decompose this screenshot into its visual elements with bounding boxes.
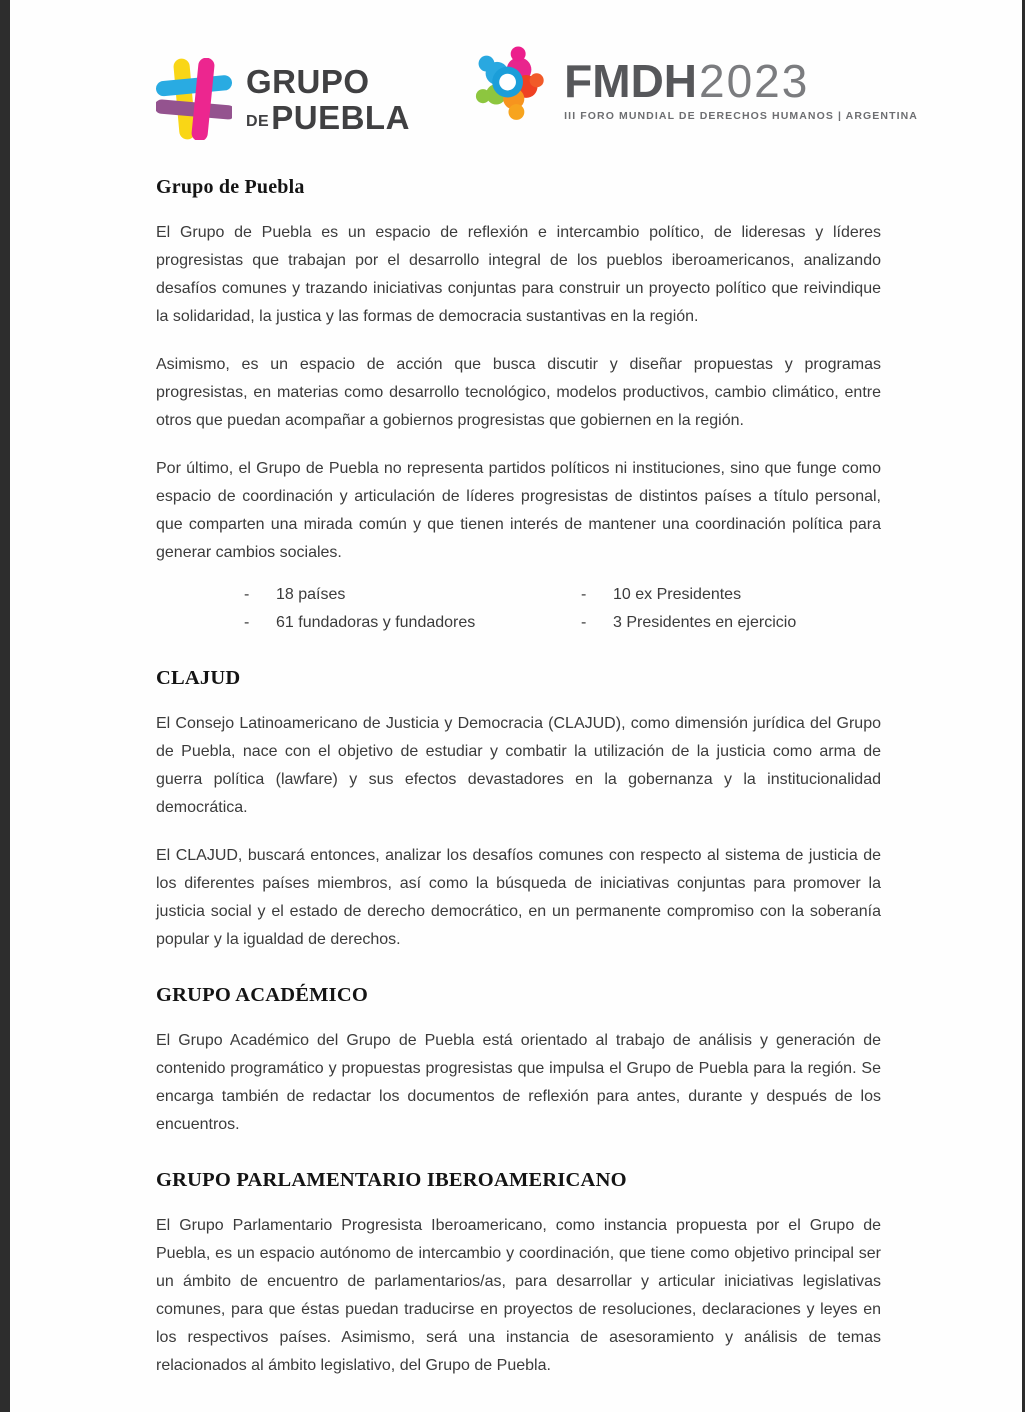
stat-text: 10 ex Presidentes <box>613 586 742 603</box>
dash-bullet: - <box>244 614 250 631</box>
page-header <box>10 0 1022 140</box>
paragraph: El Consejo Latinoamericano de Justicia y Democracia (CLAJUD), como dimensión jurídica del Grupo de Puebla, nace con el objetivo de estudiar y combatir la utilización de la justicia como arma de guerra política (lawfare) y sus efectos devastadores en la gobernanza y la institucionalidad democrática. <box>156 715 881 816</box>
paragraph: El Grupo Parlamentario Progresista Iberoamericano, como instancia propuesta por el Grupo de Puebla, es un espacio autónomo de intercambio y coordinación, que tiene como objetivo principal ser un ámbito de encuentro de parlamentarios/as, para desarrollar y articular iniciativas legislativas comunes, para que éstas puedan traducirse en proyectos de resoluciones, declaraciones y leyes en los respectivos países. Asimismo, será una instancia de asesoramiento y análisis de temas relacionados al ámbito legislativo, del Grupo de Puebla. <box>156 1217 881 1374</box>
section-heading-clajud: CLAJUD <box>156 667 241 689</box>
section-heading-grupo-de-puebla: Grupo de Puebla <box>156 176 305 198</box>
paragraph: Por último, el Grupo de Puebla no representa partidos políticos ni instituciones, sino que funge como espacio de coordinación y articulación de líderes progresistas de distintos países a título personal, que comparten una mirada común y que tienen interés de mantener una coordinación política para generar cambios sociales. <box>156 460 881 561</box>
stats-list <box>244 581 881 637</box>
fmdh-subtitle: III FORO MUNDIAL DE DERECHOS HUMANOS | ARGENTINA <box>564 110 918 123</box>
stat-text: 3 Presidentes en ejercicio <box>613 614 797 631</box>
paragraph: El Grupo de Puebla es un espacio de reflexión e intercambio político, de lideresas y líderes progresistas que trabajan por el desarrollo integral de los pueblos iberoamericanos, analizando desafíos comunes y trazando iniciativas conjuntas para construir un proyecto político que reivindique la solidaridad, la justica y las formas de democracia sustantivas en la región. <box>156 224 881 325</box>
fmdh-acronym: FMDH <box>564 55 698 108</box>
list-item <box>244 609 581 637</box>
paragraph: El Grupo Académico del Grupo de Puebla está orientado al trabajo de análisis y generación de contenido programático y propuestas progresistas que impulsa el Grupo de Puebla para la región. Se encarga también de redactar los documentos de reflexión para antes, durante y después de los encuentros. <box>156 1032 881 1133</box>
paragraph: Asimismo, es un espacio de acción que busca discutir y diseñar propuestas y programas progresistas, en materias como desarrollo tecnológico, modelos productivos, cambio climático, entre otros que puedan acompañar a gobiernos progresistas que gobiernen en la región. <box>156 356 881 429</box>
list-item <box>581 609 881 637</box>
dash-bullet: - <box>581 586 587 603</box>
fmdh-year: 2023 <box>699 55 810 108</box>
grupo-de-puebla-logo <box>156 58 410 140</box>
fmdh-2023-logo <box>468 46 918 134</box>
people-circle-icon <box>468 46 556 134</box>
logo-word-puebla: DEPUEBLA <box>246 98 410 136</box>
stat-text: 61 fundadoras y fundadores <box>276 614 476 631</box>
fmdh-wordmark <box>564 55 918 108</box>
stats-column-right <box>581 581 881 637</box>
stats-column-left <box>244 581 581 637</box>
dash-bullet: - <box>581 614 587 631</box>
logo-word-de: DE <box>246 112 270 130</box>
fmdh-logo-text <box>564 55 918 123</box>
document-page <box>10 0 1022 1412</box>
section-heading-grupo-academico: GRUPO ACADÉMICO <box>156 984 368 1006</box>
document-content <box>10 140 1022 1380</box>
asterisk-multicolor-icon <box>156 58 232 140</box>
page-left-edge-shadow <box>0 0 10 1412</box>
list-item <box>581 581 881 609</box>
list-item <box>244 581 581 609</box>
paragraph: El CLAJUD, buscará entonces, analizar los desafíos comunes con respecto al sistema de justicia de los diferentes países miembros, así como la búsqueda de iniciativas conjuntas para promover la justicia social y el estado de derecho democrático, en un permanente compromiso con la soberanía popular y la igualdad de derechos. <box>156 847 881 948</box>
logo-word-grupo: GRUPO <box>246 62 370 100</box>
grupo-de-puebla-logo-text <box>246 62 410 136</box>
stat-text: 18 países <box>276 586 346 603</box>
section-heading-grupo-parlamentario: GRUPO PARLAMENTARIO IBEROAMERICANO <box>156 1169 627 1191</box>
dash-bullet: - <box>244 586 250 603</box>
